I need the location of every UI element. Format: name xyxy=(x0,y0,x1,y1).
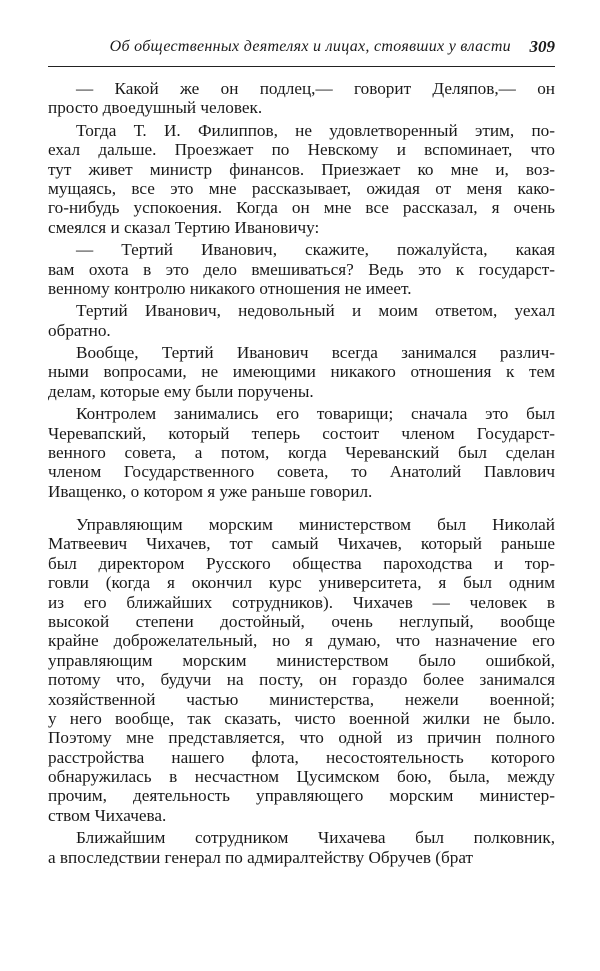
text-line: Тогда Т. И. Филиппов, не удовлетворенный этим, по- xyxy=(76,120,555,140)
paragraph xyxy=(48,301,555,340)
text-line: Вообще, Тертий Иванович всегда занимался различ- xyxy=(76,343,555,363)
text-line: Иващенко, о котором я уже раньше говорил. xyxy=(48,481,373,501)
page-number: 309 xyxy=(529,37,555,56)
text-line: Управляющим морским министерством был Николай xyxy=(76,515,555,534)
text-line: мущаясь, все это мне рассказывает, ожидая от меня како- xyxy=(48,178,555,198)
text-line: крайне доброжелательный, но я думаю, что назначение его xyxy=(48,631,555,651)
text-line: высокой степени достойный, очень неглупый, вообще xyxy=(48,611,555,631)
text-line: — Тертий Иванович, скажите, пожалуйста, какая xyxy=(76,240,555,260)
text-section-1 xyxy=(48,79,555,501)
running-header xyxy=(48,36,555,60)
paragraph xyxy=(48,828,555,867)
text-line: прочим, деятельность управляющего морским министер- xyxy=(48,786,555,806)
text-line: расстройства нашего флота, несостоятельность которого xyxy=(48,747,555,767)
text-line: венному контролю никакого отношения не имеет. xyxy=(48,278,412,298)
text-line: хозяйственной частью министерства, нежели военной; xyxy=(48,689,555,709)
paragraph xyxy=(48,515,555,825)
text-line: обратно. xyxy=(48,320,111,340)
text-line: тут живет министр финансов. Приезжает ко мне и, воз- xyxy=(48,159,555,179)
text-line: — Какой же он подлец,— говорит Деляпов,— он xyxy=(76,79,555,98)
text-line: делам, которые ему были поручены. xyxy=(48,381,314,401)
text-line: у него вообще, так сказать, чисто военной жилки не было. xyxy=(48,708,555,728)
text-line: потому что, будучи на посту, он гораздо более занимался xyxy=(48,670,555,690)
text-line: Черевапский, который теперь состоит членом Государст- xyxy=(48,423,555,443)
text-line: Поэтому мне представляется, что одной из причин полного xyxy=(48,728,555,748)
text-line: обнаружилась в несчастном Цусимском бою, была, между xyxy=(48,767,555,787)
text-line: был директором Русского общества пароходства и тор- xyxy=(48,553,555,573)
text-line: из его ближайших сотрудников). Чихачев — человек в xyxy=(48,592,555,612)
text-line: го-нибудь успокоения. Когда он мне все рассказал, я очень xyxy=(48,198,555,218)
text-line: Матвеевич Чихачев, тот самый Чихачев, который раньше xyxy=(48,534,555,554)
paragraph xyxy=(48,240,555,298)
running-title: Об общественных деятелях и лицах, стоявших у власти xyxy=(109,38,511,55)
text-line: а впоследствии генерал по адмиралтейству Обручев (брат xyxy=(48,847,474,867)
text-line: управляющим морским министерством было ошибкой, xyxy=(48,650,555,670)
text-line: Ближайшим сотрудником Чихачева был полковник, xyxy=(76,828,555,848)
paragraph xyxy=(48,121,555,237)
header-rule xyxy=(48,66,555,67)
paragraph xyxy=(48,79,555,118)
text-line: ными вопросами, не имеющими никакого отношения к тем xyxy=(48,362,555,382)
text-section-2 xyxy=(48,515,555,867)
text-line: венного совета, а потом, когда Череванский был сделан xyxy=(48,443,555,463)
text-line: Тертий Иванович, недовольный и моим ответом, уехал xyxy=(76,301,555,321)
text-line: ством Чихачева. xyxy=(48,805,167,825)
text-line: смеялся и сказал Тертию Ивановичу: xyxy=(48,217,320,237)
text-line: просто двоедушный человек. xyxy=(48,98,263,118)
text-line: ехал дальше. Проезжает по Невскому и вспоминает, что xyxy=(48,140,555,160)
text-line: членом Государственного совета, то Анатолий Павлович xyxy=(48,462,555,482)
text-line: говли (когда я окончил курс университета, я был одним xyxy=(48,573,555,593)
text-line: вам охота в это дело вмешиваться? Ведь это к государст- xyxy=(48,259,555,279)
paragraph xyxy=(48,343,555,401)
text-line: Контролем занимались его товарищи; сначала это был xyxy=(76,404,555,424)
paragraph xyxy=(48,404,555,501)
